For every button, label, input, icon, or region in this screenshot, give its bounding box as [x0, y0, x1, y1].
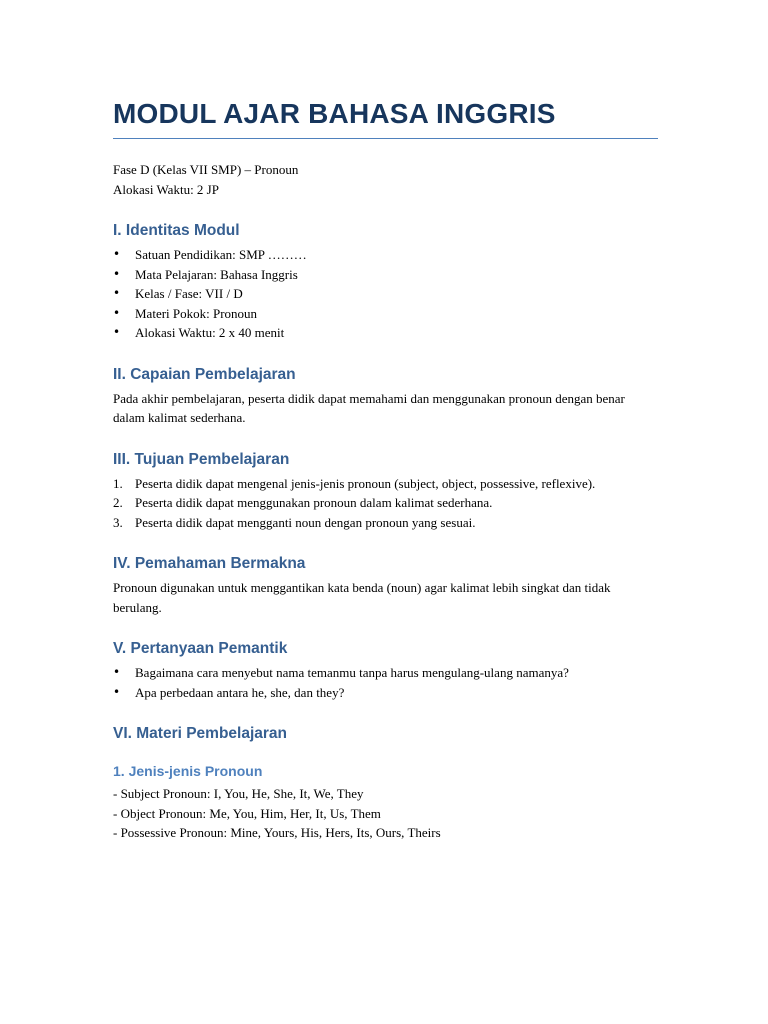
capaian-paragraph: Pada akhir pembelajaran, peserta didik dapat memahami dan menggunakan pronoun dengan benar dalam kalimat sederhana. [113, 390, 625, 425]
bullet-icon: • [113, 266, 121, 281]
pertanyaan-list [113, 663, 658, 702]
section-heading-identitas: I. Identitas Modul [113, 222, 240, 239]
list-item: • Bagaimana cara menyebut nama temanmu tanpa harus mengulang-ulang namanya? [113, 663, 658, 683]
list-item: 3. Peserta didik dapat mengganti noun dengan pronoun yang sesuai. [113, 513, 658, 533]
pronoun-line-possessive: - Possessive Pronoun: Mine, Yours, His, Hers, Its, Ours, Theirs [113, 825, 441, 840]
identitas-list [113, 245, 658, 343]
list-number: 2. [113, 495, 123, 510]
list-item: • Materi Pokok: Pronoun [113, 304, 658, 324]
list-number: 3. [113, 514, 123, 530]
pronoun-line-subject: - Subject Pronoun: I, You, He, She, It, We, They [113, 786, 364, 801]
document-content [113, 96, 658, 843]
list-item: 1. Peserta didik dapat mengenal jenis-jenis pronoun (subject, object, possessive, reflexive). [113, 474, 658, 494]
list-item: • Alokasi Waktu: 2 x 40 menit [113, 323, 658, 343]
tujuan-list [113, 474, 658, 533]
meta-phase: Fase D (Kelas VII SMP) – Pronoun [113, 162, 299, 177]
bullet-icon: • [113, 247, 121, 261]
bullet-icon: • [113, 325, 121, 339]
section-heading-tujuan: III. Tujuan Pembelajaran [113, 450, 290, 468]
list-item: • Satuan Pendidikan: SMP ……… [113, 245, 658, 265]
list-item: • Mata Pelajaran: Bahasa Inggris [113, 265, 658, 285]
section-heading-pemahaman: IV. Pemahaman Bermakna [113, 555, 306, 572]
list-item: 2. Peserta didik dapat menggunakan pronoun dalam kalimat sederhana. [113, 493, 658, 513]
bullet-icon: • [113, 286, 121, 300]
section-heading-materi: VI. Materi Pembelajaran [113, 725, 288, 742]
list-number: 1. [113, 475, 123, 491]
list-item: • Apa perbedaan antara he, she, dan they? [113, 683, 658, 703]
bullet-icon: • [113, 305, 121, 320]
pronoun-types [113, 784, 658, 843]
document-meta [113, 160, 658, 199]
section-heading-pertanyaan: V. Pertanyaan Pemantik [113, 640, 288, 657]
pronoun-line-object: - Object Pronoun: Me, You, Him, Her, It, Us, Them [113, 805, 381, 821]
bullet-icon: • [113, 684, 121, 699]
section-heading-capaian: II. Capaian Pembelajaran [113, 365, 296, 383]
subheading-jenis-pronoun: 1. Jenis-jenis Pronoun [113, 763, 263, 779]
bullet-icon: • [113, 665, 121, 679]
meta-time-allocation: Alokasi Waktu: 2 JP [113, 181, 219, 197]
list-item: • Kelas / Fase: VII / D [113, 284, 658, 304]
pemahaman-paragraph: Pronoun digunakan untuk menggantikan kata benda (noun) agar kalimat lebih singkat dan tidak berulang. [113, 580, 611, 615]
document-title: MODUL AJAR BAHASA INGGRIS [113, 96, 658, 139]
